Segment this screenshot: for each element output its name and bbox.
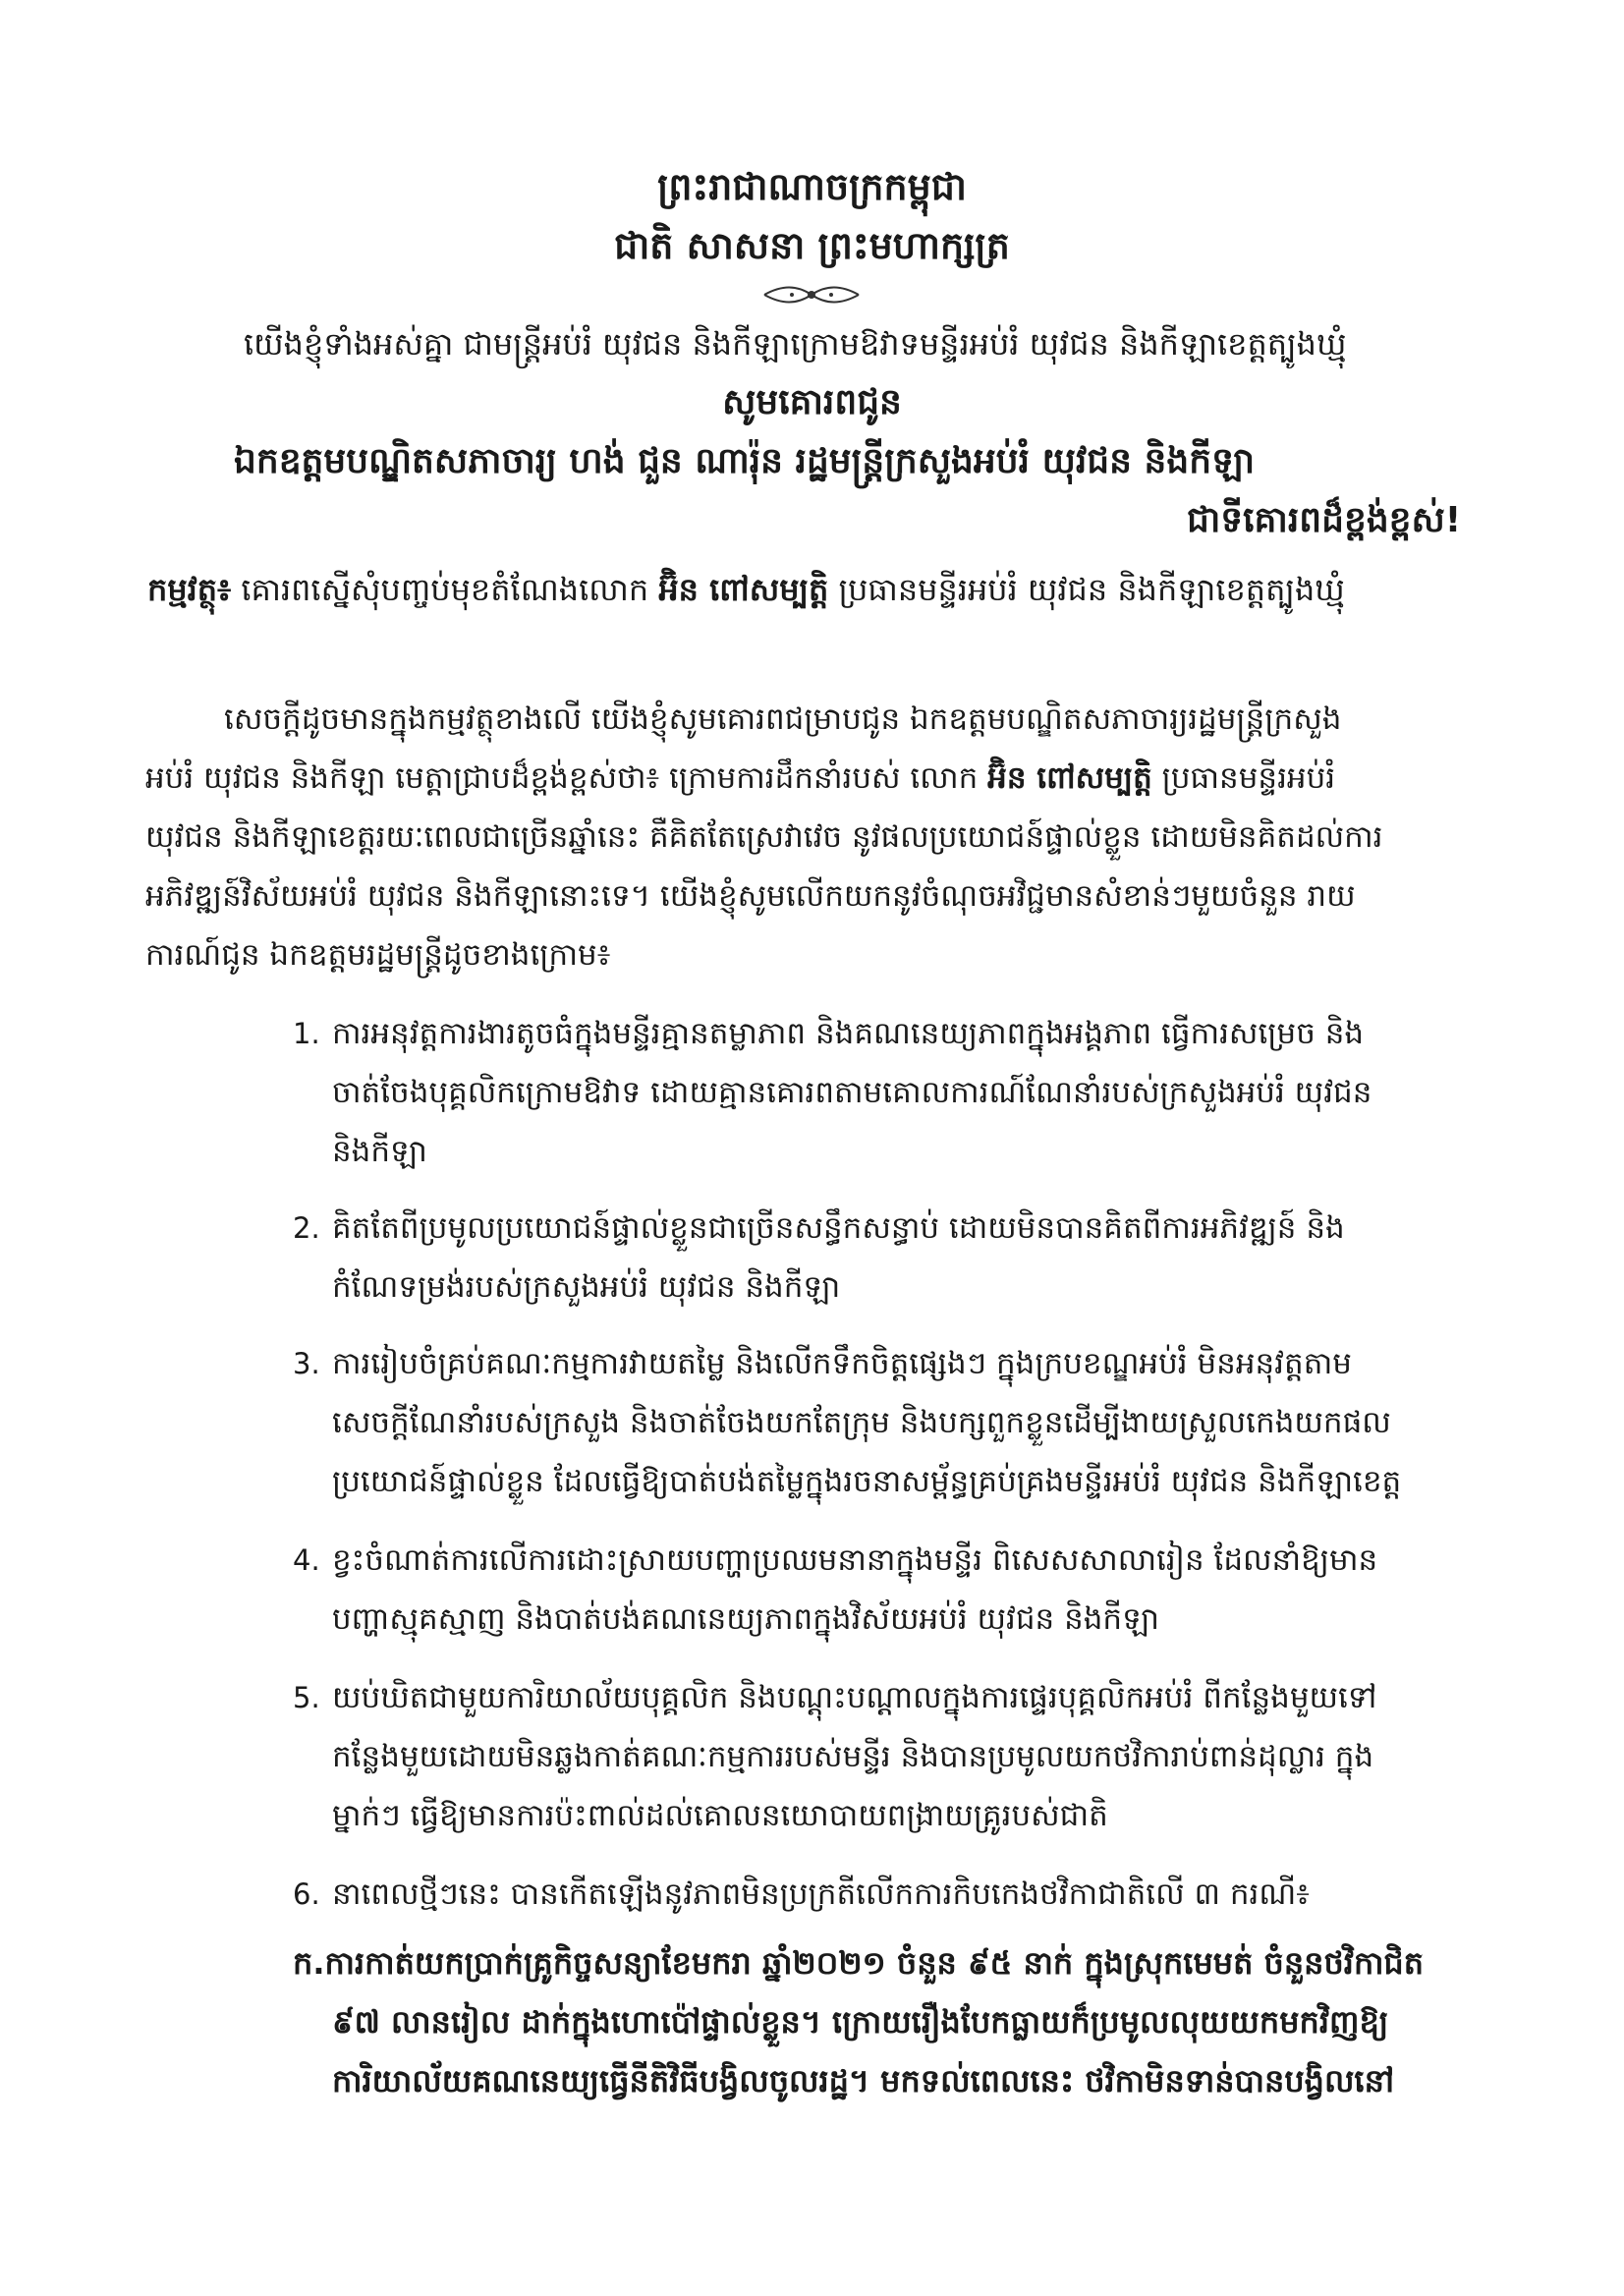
list-item-5-line2: កន្លែងមួយដោយមិនឆ្លងកាត់គណៈកម្មការរបស់មន្ទីរ និងបានប្រមូលយកថវិការាប់ពាន់ដុល្លារ ក្នុង: [332, 1739, 1374, 1774]
national-motto-nation-religion-king: ជាតិ សាសនា ព្រះមហាក្សត្រ: [614, 224, 1010, 267]
list-item-4-line1: ខ្វះចំណាត់ការលើការដោះស្រាយបញ្ហាប្រឈមនានាក្នុងមន្ទីរ ពិសេសសាលារៀន ដែលនាំឱ្យមាន: [332, 1542, 1378, 1578]
list-item-3-line3: ប្រយោជន៍ផ្ទាល់ខ្លួន ដែលធ្វើឱ្យបាត់បង់តម្លៃក្នុងរចនាសម្ព័ន្ធគ្រប់គ្រងមន្ទីរអប់រំ យុវជន និងកីឡាខេត្ត: [332, 1464, 1402, 1499]
list-item-1-line2: ចាត់ចែងបុគ្គលិកក្រោមឱវាទ ដោយគ្មានគោរពតាមគោលការណ៍ណែនាំរបស់ក្រសួងអប់រំ យុវជន: [332, 1075, 1372, 1110]
subject-line: [147, 568, 1345, 611]
list-item-2-line1: គិតតែពីប្រមូលប្រយោជន៍ផ្ទាល់ខ្លួនជាច្រើនសន្ធឹកសន្ធាប់ ដោយមិនបានគិតពីការអភិវឌ្ឍន៍ និង: [332, 1210, 1345, 1246]
body-para1-line5: ការណ៍ជូន ឯកឧត្តមរដ្ឋមន្ត្រីដូចខាងក្រោម៖: [145, 937, 611, 973]
list-item-5-line3: ម្នាក់ៗ ធ្វើឱ្យមានការប៉ះពាល់ដល់គោលនយោបាយពង្រាយគ្រូរបស់ជាតិ: [332, 1798, 1108, 1833]
list-item-3-line1: ការរៀបចំគ្រប់គណៈកម្មការវាយតម្លៃ និងលើកទឹកចិត្តផ្សេងៗ ក្នុងក្របខណ្ឌអប់រំ មិនអនុវត្តតាម: [332, 1346, 1352, 1381]
sub-item-line2: ៩៧ លានរៀល ដាក់ក្នុងហោប៉ៅផ្ទាល់ខ្លួន។ ក្រោយរឿងបែកធ្លាយក៏ប្រមូលលុយយកមកវិញឱ្យ: [332, 2003, 1389, 2041]
decorative-flourish-icon: [762, 281, 861, 308]
sub-item-line3: ការិយាល័យគណនេយ្យធ្វើនីតិវិធីបង្វិលចូលរដ្ឋ។ មកទល់ពេលនេះ ថវិកាមិនទាន់បានបង្វិលនៅ: [332, 2062, 1395, 2100]
list-item-4-line2: បញ្ហាស្មុគស្មាញ និងបាត់បង់គណនេយ្យភាពក្នុងវិស័យអប់រំ យុវជន និងកីឡា: [332, 1601, 1159, 1637]
list-item-number: 6.: [293, 1877, 320, 1911]
list-item-number: 3.: [293, 1347, 320, 1380]
subject-name: អ៊ិន ពៅសម្បត្តិ: [658, 571, 829, 608]
list-item-2-line2: កំណែទម្រង់របស់ក្រសួងអប់រំ យុវជន និងកីឡា: [332, 1269, 841, 1305]
list-item-5-line1: យប់ឃិតជាមួយការិយាល័យបុគ្គលិក និងបណ្តុះបណ្តាលក្នុងការផ្ទេរបុគ្គលិកអប់រំ ពីកន្លែងមួយទៅ: [332, 1680, 1377, 1715]
sub-item-line1: ក.ការកាត់យកប្រាក់គ្រូកិច្ចសន្យាខែមករា ឆ្នាំ២០២១ ចំនួន ៩៥ នាក់ ក្នុងស្រុកមេមត់ ចំនួនថវិកាជិត: [293, 1944, 1425, 1982]
body-para1-line2a: អប់រំ យុវជន និងកីឡា មេត្តាជ្រាបដ៏ខ្ពង់ខ្ពស់ថា៖ ក្រោមការដឹកនាំរបស់ លោក: [145, 760, 979, 796]
list-item-number: 5.: [293, 1681, 320, 1714]
body-para1-line4: អភិវឌ្ឍន៍វិស័យអប់រំ យុវជន និងកីឡានោះទេ។ យើងខ្ញុំសូមលើកយកនូវចំណុចអវិជ្ជមានសំខាន់ៗមួយចំនួន រាយ: [145, 878, 1356, 914]
respect-line: សូមគោរពជូន: [722, 382, 902, 422]
national-motto-kingdom: ព្រះរាជាណាចក្រកម្ពុជា: [657, 165, 967, 208]
list-item-1-line3: និងកីឡា: [332, 1134, 427, 1169]
petition-from-line: យើងខ្ញុំទាំងអស់គ្នា ជាមន្ត្រីអប់រំ យុវជន និងកីឡាក្រោមឱវាទមន្ទីរអប់រំ យុវជន និងកីឡាខេត្តត្បូងឃ្មុំ: [244, 325, 1347, 363]
body-para1-line3: យុវជន និងកីឡាខេត្តរយៈពេលជាច្រើនឆ្នាំនេះ គឺគិតតែស្រេវាវេច នូវផលប្រយោជន៍ផ្ទាល់ខ្លួន ដោយមិនគិតដល់ការ: [145, 819, 1383, 855]
subject-text-a: គោរពស្នើសុំបញ្ចប់មុខតំណែងលោក: [241, 571, 649, 608]
body-para1-name: អ៊ិន ពៅសម្បត្តិ: [987, 760, 1152, 796]
body-para1-line2b: ប្រធានមន្ទីរអប់រំ: [1161, 760, 1336, 796]
list-item-number: 2.: [293, 1211, 320, 1245]
body-para1-line1: សេចក្តីដូចមានក្នុងកម្មវត្ថុខាងលើ យើងខ្ញុំសូមគោរពជម្រាបជូន ឯកឧត្តមបណ្ឌិតសភាចារ្យរដ្ឋមន្ត្រីក្រសួង: [224, 701, 1342, 737]
list-item-number: 4.: [293, 1543, 320, 1577]
list-item-1-line1: ការអនុវត្តការងារតូចធំក្នុងមន្ទីរគ្មានតម្លាភាព និងគណនេយ្យភាពក្នុងអង្គភាព ធ្វើការសម្រេច និង: [332, 1016, 1365, 1051]
subject-label: កម្មវត្ថុ៖: [147, 571, 232, 608]
list-item-number: 1.: [293, 1017, 320, 1050]
subject-text-b: ប្រធានមន្ទីរអប់រំ យុវជន និងកីឡាខេត្តត្បូងឃ្មុំ: [838, 571, 1345, 608]
recipient-line-2: ជាទីគោរពដ៏ខ្ពង់ខ្ពស់!: [1187, 500, 1462, 540]
body-para1-line2: [145, 756, 1335, 800]
list-item-6-line1: នាពេលថ្មីៗនេះ បានកើតឡើងនូវភាពមិនប្រក្រតីលើកការកិបកេងថវិកាជាតិលើ ៣ ករណី៖: [332, 1876, 1310, 1912]
list-item-3-line2: សេចក្តីណែនាំរបស់ក្រសួង និងចាត់ចែងយកតែក្រុម និងបក្សពួកខ្លួនដើម្បីងាយស្រួលកេងយកផល: [332, 1405, 1391, 1440]
recipient-line-1: ឯកឧត្តមបណ្ឌិតសភាចារ្យ ហង់ ជួន ណារ៉ុន រដ្ឋមន្ត្រីក្រសួងអប់រំ យុវជន និងកីឡា: [234, 441, 1256, 481]
